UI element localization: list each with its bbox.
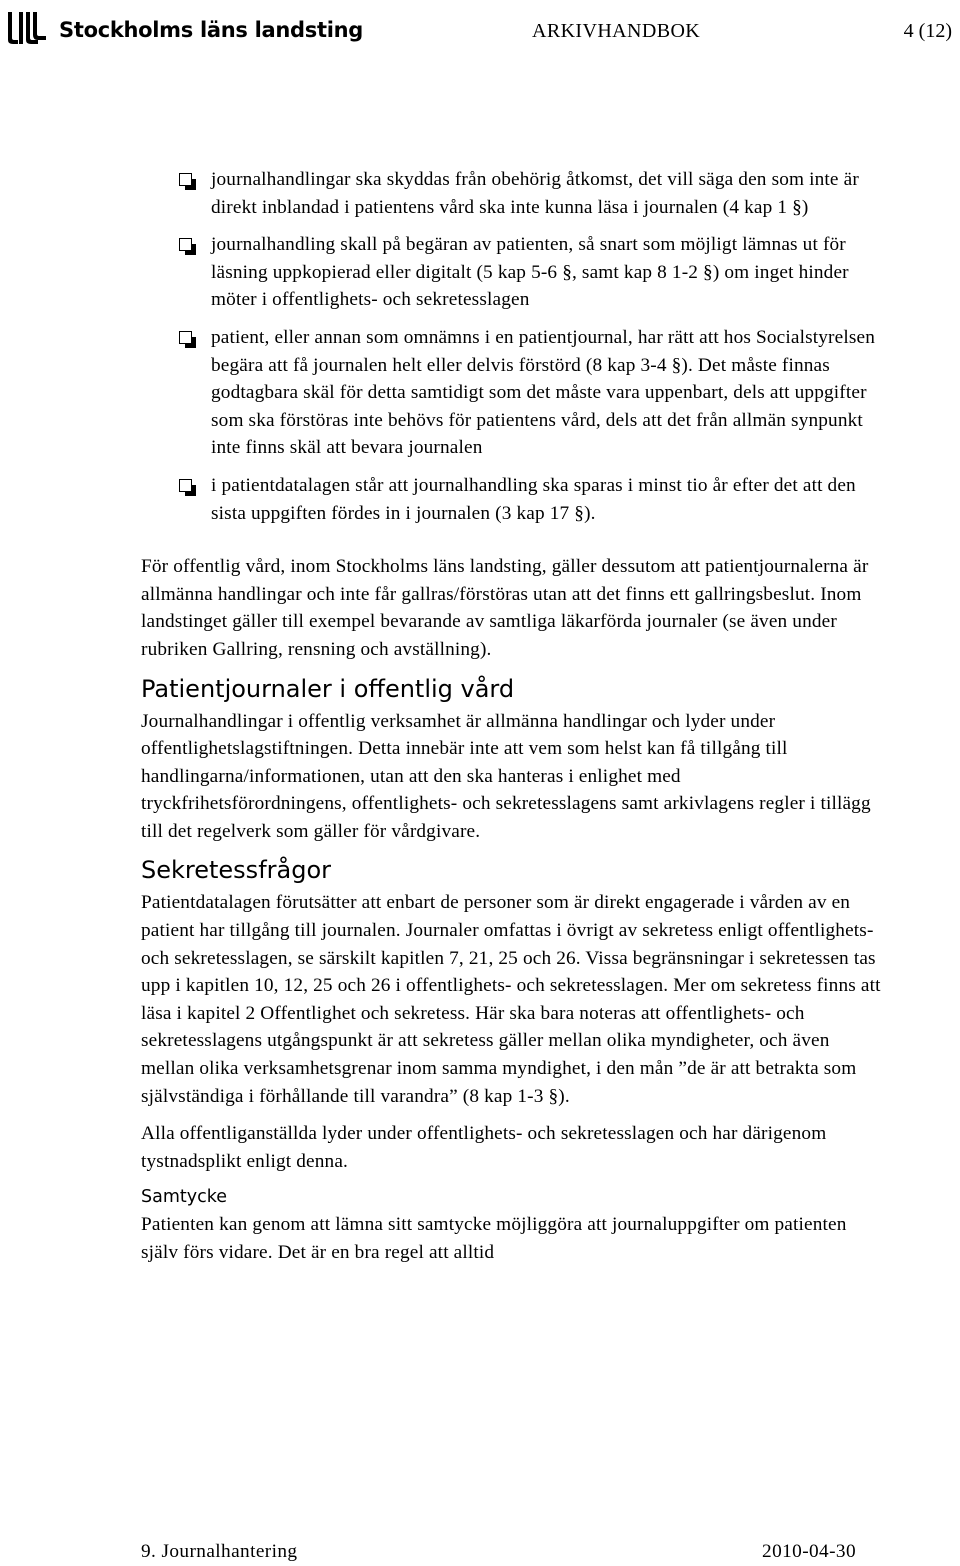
subsection-heading: Samtycke xyxy=(141,1187,227,1208)
list-item xyxy=(141,231,881,314)
list-item-text: journalhandling skall på begäran av patienten, så snart som möjligt lämnas ut för läsning uppkopierad eller digitalt (5 kap 5-6 §, samt kap 8 1-2 §) om inget hinder möter i offentlighets- och sekretesslagen xyxy=(211,234,849,311)
subsection-paragraph: Patienten kan genom att lämna sitt samtycke möjliggöra att journaluppgifter om patienten själv förs vidare. Det är en bra regel att alltid xyxy=(141,1214,847,1263)
checkbox-bullet-icon xyxy=(179,479,192,492)
list-item xyxy=(141,166,881,221)
checkbox-bullet-icon xyxy=(179,238,192,251)
list-item-text: i patientdatalagen står att journalhandling ska sparas i minst tio år efter det att den sista uppgiften fördes in i journalen (3 kap 17 §). xyxy=(211,474,856,524)
intro-paragraph: För offentlig vård, inom Stockholms läns landsting, gäller dessutom att patientjournalerna är allmänna handlingar och inte får gallras/förstöras utan att det finns ett gallringsbeslut. Inom landstinget gäller till exempel bevarande av samtliga läkarförda journaler (se även under rubriken Gallring, rensning och avställning). xyxy=(141,556,869,660)
footer-chapter: 9. Journalhantering xyxy=(141,1541,298,1562)
org-name: Stockholms läns landsting xyxy=(59,18,363,42)
section-heading: Patientjournaler i offentlig vård xyxy=(141,674,515,703)
section-paragraph: Journalhandlingar i offentlig verksamhet är allmänna handlingar och lyder under offentlighetslagstiftningen. Detta innebär inte att vem som helst kan få tillgång till handlingarna/informationen, utan att den ska hanteras i enlighet med tryckfrihetsförordningens, offentlighets- och sekretesslagens samt arkivlagens regler i tillägg till det regelverk som gäller för vårdgivare. xyxy=(141,710,871,842)
sll-logo-icon xyxy=(6,10,52,46)
checkbox-bullet-icon xyxy=(179,173,192,186)
list-item xyxy=(141,324,881,462)
org-logo xyxy=(6,10,363,46)
list-item-text: journalhandlingar ska skyddas från obehörig åtkomst, det vill säga den som inte är direkt inblandad i patientens vård ska inte kunna läsa i journalen (4 kap 1 §) xyxy=(211,169,859,218)
page-content xyxy=(141,166,881,1277)
section-heading: Sekretessfrågor xyxy=(141,856,331,885)
page-header xyxy=(0,0,960,60)
footer-date: 2010-04-30 xyxy=(762,1541,856,1562)
page-number: 4 (12) xyxy=(903,20,952,42)
section-paragraph: Alla offentliganställda lyder under offentlighets- och sekretesslagen och har därigenom tystnadsplikt enligt denna. xyxy=(141,1123,827,1172)
document-title: ARKIVHANDBOK xyxy=(532,20,701,42)
list-item xyxy=(141,472,881,527)
checkbox-bullet-icon xyxy=(179,331,192,344)
list-item-text: patient, eller annan som omnämns i en patientjournal, har rätt att hos Socialstyrelsen begära att få journalen helt eller delvis förstörd (8 kap 3-4 §). Det måste finnas godtagbara skäl för detta samtidigt som det måste vara uppenbart, dels att uppgifter som ska förstöras inte behövs för patientens vård, dels att det från allmän synpunkt inte finns skäl att bevara journalen xyxy=(211,326,875,459)
checkbox-list xyxy=(141,166,881,527)
section-paragraph: Patientdatalagen förutsätter att enbart de personer som är direkt engagerade i vården av en patient har tillgång till journalen. Journaler omfattas i övrigt av sekretess enligt offentlighets- och sekretesslagen, se särskilt kapitlen 7, 21, 25 och 26. Vissa begränsningar i sekretessen tas upp i kapitlen 10, 12, 25 och 26 i offentlighets- och sekretesslagen. Mer om sekretess finns att läsa i kapitel 2 Offentlighet och sekretess. Här ska bara noteras att offentlighets- och sekretesslagens utgångspunkt är att sekretess gäller mellan olika myndigheter, och även mellan olika verksamhetsgrenar inom samma myndighet, i den mån ”de är att betrakta som självständiga i förhållande till varandra” (8 kap 1-3 §). xyxy=(141,892,881,1107)
